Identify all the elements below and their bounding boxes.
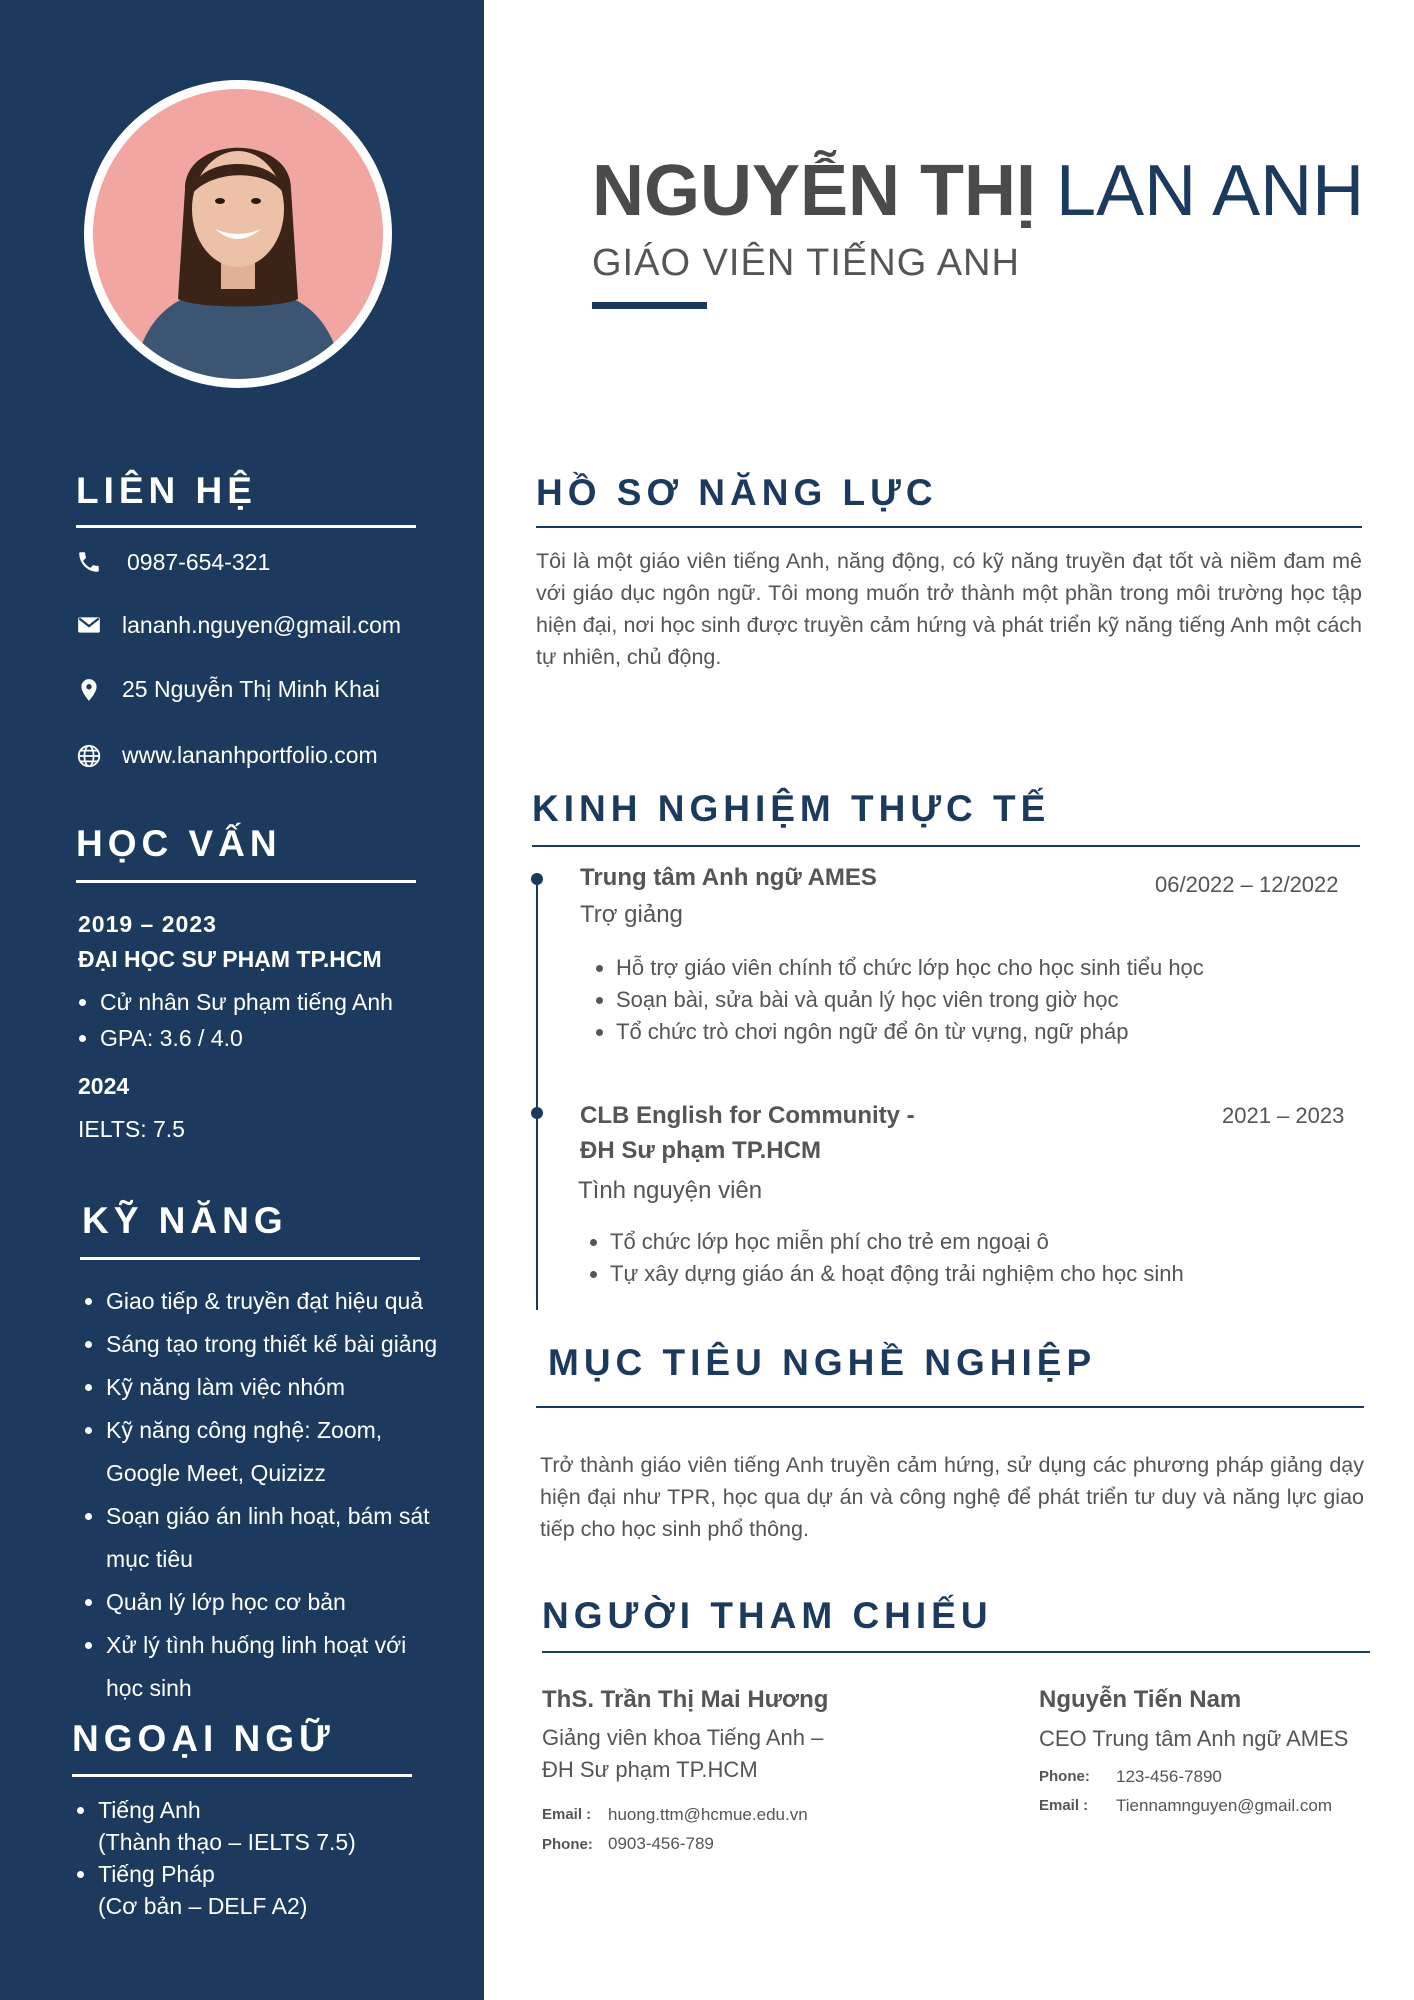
skill-item <box>106 1366 496 1409</box>
education-rule <box>76 880 416 883</box>
education-item: • Cử nhân Sư phạm tiếng Anh <box>100 984 393 1020</box>
language-item <box>98 1794 356 1858</box>
reference-email-label: Email : <box>542 1806 592 1823</box>
languages-rule <box>72 1774 412 1777</box>
skill-item <box>106 1323 496 1366</box>
job-title: GIÁO VIÊN TIẾNG ANH <box>592 242 1020 284</box>
reference-email-label: Email : <box>1039 1797 1089 1814</box>
contact-website[interactable]: www.lananhportfolio.com <box>122 742 378 768</box>
language-level: (Thành thạo – IELTS 7.5) <box>98 1829 356 1855</box>
profile-text: Tôi là một giáo viên tiếng Anh, năng động, có kỹ năng truyền đạt tốt và niềm đam mê với giáo dục ngôn ngữ. Tôi mong muốn trở thành một phần trong môi trường học tập hiện đại, nơi học sinh được truyền cảm hứng và phát triển kỹ năng tiếng Anh một cách tự nhiên, chủ động. <box>536 549 1362 669</box>
language-item <box>98 1858 356 1922</box>
education-period: 2019 – 2023 <box>78 911 217 937</box>
reference-position: CEO Trung tâm Anh ngữ AMES <box>1039 1726 1349 1751</box>
email-icon <box>76 612 102 638</box>
contact-email[interactable]: lananh.nguyen@gmail.com <box>122 612 402 638</box>
skill-line: Xử lý tình huống linh hoạt với <box>106 1632 407 1658</box>
skills-rule <box>80 1257 420 1260</box>
languages-list <box>72 1794 356 1922</box>
skill-line: Google Meet, Quizizz <box>106 1460 326 1486</box>
location-pin-icon <box>76 677 102 703</box>
certificate-score: IELTS: 7.5 <box>78 1116 185 1142</box>
timeline-line <box>536 880 538 1310</box>
objective-text: Trở thành giáo viên tiếng Anh truyền cảm hứng, sử dụng các phương pháp giảng dạy hiện đại như TPR, học qua dự án và công nghệ để phát triển tư duy và năng lực giao tiếp cho học sinh phổ thông. <box>540 1453 1364 1541</box>
skill-line: mục tiêu <box>106 1546 193 1572</box>
profile-heading: HỒ SƠ NĂNG LỰC <box>536 472 938 513</box>
name-first: NGUYỄN THỊ <box>592 151 1037 231</box>
skill-item <box>106 1581 496 1624</box>
education-heading: HỌC VẤN <box>76 823 282 864</box>
job-role: Tình nguyện viên <box>578 1177 763 1204</box>
timeline-dot <box>531 1107 543 1119</box>
timeline-dot <box>531 873 543 885</box>
phone-icon <box>76 549 102 575</box>
reference-email[interactable]: huong.ttm@hcmue.edu.vn <box>608 1805 808 1824</box>
certificate-year: 2024 <box>78 1073 130 1099</box>
job-task: • Tổ chức trò chơi ngôn ngữ để ôn từ vựng, ngữ pháp <box>616 1016 1356 1048</box>
contact-heading: LIÊN HỆ <box>76 470 257 511</box>
skills-list <box>80 1280 496 1710</box>
objective-heading: MỤC TIÊU NGHỀ NGHIỆP <box>548 1342 1097 1383</box>
skill-line: Quản lý lớp học cơ bản <box>106 1589 346 1615</box>
skill-line: Giao tiếp & truyền đạt hiệu quả <box>106 1288 424 1314</box>
contact-rule <box>76 525 416 528</box>
experience-heading: KINH NGHIỆM THỰC TẾ <box>532 788 1051 829</box>
skill-item <box>106 1624 496 1710</box>
page-title <box>592 146 1364 236</box>
profile-rule <box>536 526 1362 528</box>
job-tasks <box>582 1226 1370 1290</box>
job-organization-line: ĐH Sư phạm TP.HCM <box>580 1137 821 1164</box>
reference-email[interactable]: Tiennamnguyen@gmail.com <box>1116 1796 1333 1815</box>
skill-line: Soạn giáo án linh hoạt, bám sát <box>106 1503 430 1529</box>
name-last: LAN ANH <box>1056 151 1365 231</box>
reference-position-line: ĐH Sư phạm TP.HCM <box>542 1757 758 1782</box>
education-list <box>74 984 393 1056</box>
profile-photo <box>93 89 383 379</box>
language-name: Tiếng Pháp <box>98 1861 215 1887</box>
skill-line: Sáng tạo trong thiết kế bài giảng <box>106 1331 438 1357</box>
skill-line: Kỹ năng làm việc nhóm <box>106 1374 346 1400</box>
language-name: Tiếng Anh <box>98 1797 201 1823</box>
objective-rule <box>536 1406 1364 1408</box>
references-heading: NGƯỜI THAM CHIẾU <box>542 1595 993 1636</box>
job-period: 2021 – 2023 <box>1222 1103 1345 1128</box>
job-role: Trợ giảng <box>580 901 683 928</box>
skill-item <box>106 1409 496 1495</box>
reference-phone[interactable]: 123-456-7890 <box>1116 1767 1222 1786</box>
reference-name: Nguyễn Tiến Nam <box>1039 1686 1242 1713</box>
title-accent-bar <box>592 302 707 309</box>
reference-phone-label: Phone: <box>542 1836 593 1853</box>
reference-phone-label: Phone: <box>1039 1768 1090 1785</box>
references-rule <box>542 1651 1370 1653</box>
education-school: ĐẠI HỌC SƯ PHẠM TP.HCM <box>78 946 382 972</box>
job-task: • Tự xây dựng giáo án & hoạt động trải nghiệm cho học sinh <box>610 1258 1370 1290</box>
reference-name: ThS. Trần Thị Mai Hương <box>542 1686 829 1713</box>
job-tasks <box>588 952 1356 1048</box>
experience-rule <box>532 845 1360 847</box>
contact-address: 25 Nguyễn Thị Minh Khai <box>122 676 380 702</box>
job-task: • Hỗ trợ giáo viên chính tổ chức lớp học cho học sinh tiểu học <box>616 952 1356 984</box>
job-task: • Soạn bài, sửa bài và quản lý học viên trong giờ học <box>616 984 1356 1016</box>
skill-item <box>106 1495 496 1581</box>
job-organization-line: CLB English for Community - <box>580 1102 915 1129</box>
reference-position-line: Giảng viên khoa Tiếng Anh – <box>542 1725 824 1750</box>
languages-heading: NGOẠI NGỮ <box>72 1718 335 1759</box>
job-organization: Trung tâm Anh ngữ AMES <box>580 864 877 891</box>
job-period: 06/2022 – 12/2022 <box>1155 872 1339 897</box>
education-item: • GPA: 3.6 / 4.0 <box>100 1020 393 1056</box>
language-level: (Cơ bản – DELF A2) <box>98 1893 308 1919</box>
skill-item <box>106 1280 496 1323</box>
globe-icon <box>76 743 102 769</box>
contact-phone[interactable]: 0987-654-321 <box>127 549 271 575</box>
skill-line: học sinh <box>106 1675 192 1701</box>
job-task: • Tổ chức lớp học miễn phí cho trẻ em ngoại ô <box>610 1226 1370 1258</box>
reference-phone[interactable]: 0903-456-789 <box>608 1834 714 1853</box>
reference-position <box>542 1722 823 1786</box>
skill-line: Kỹ năng công nghệ: Zoom, <box>106 1417 383 1443</box>
skills-heading: KỸ NĂNG <box>82 1200 288 1241</box>
job-organization <box>580 1098 915 1168</box>
